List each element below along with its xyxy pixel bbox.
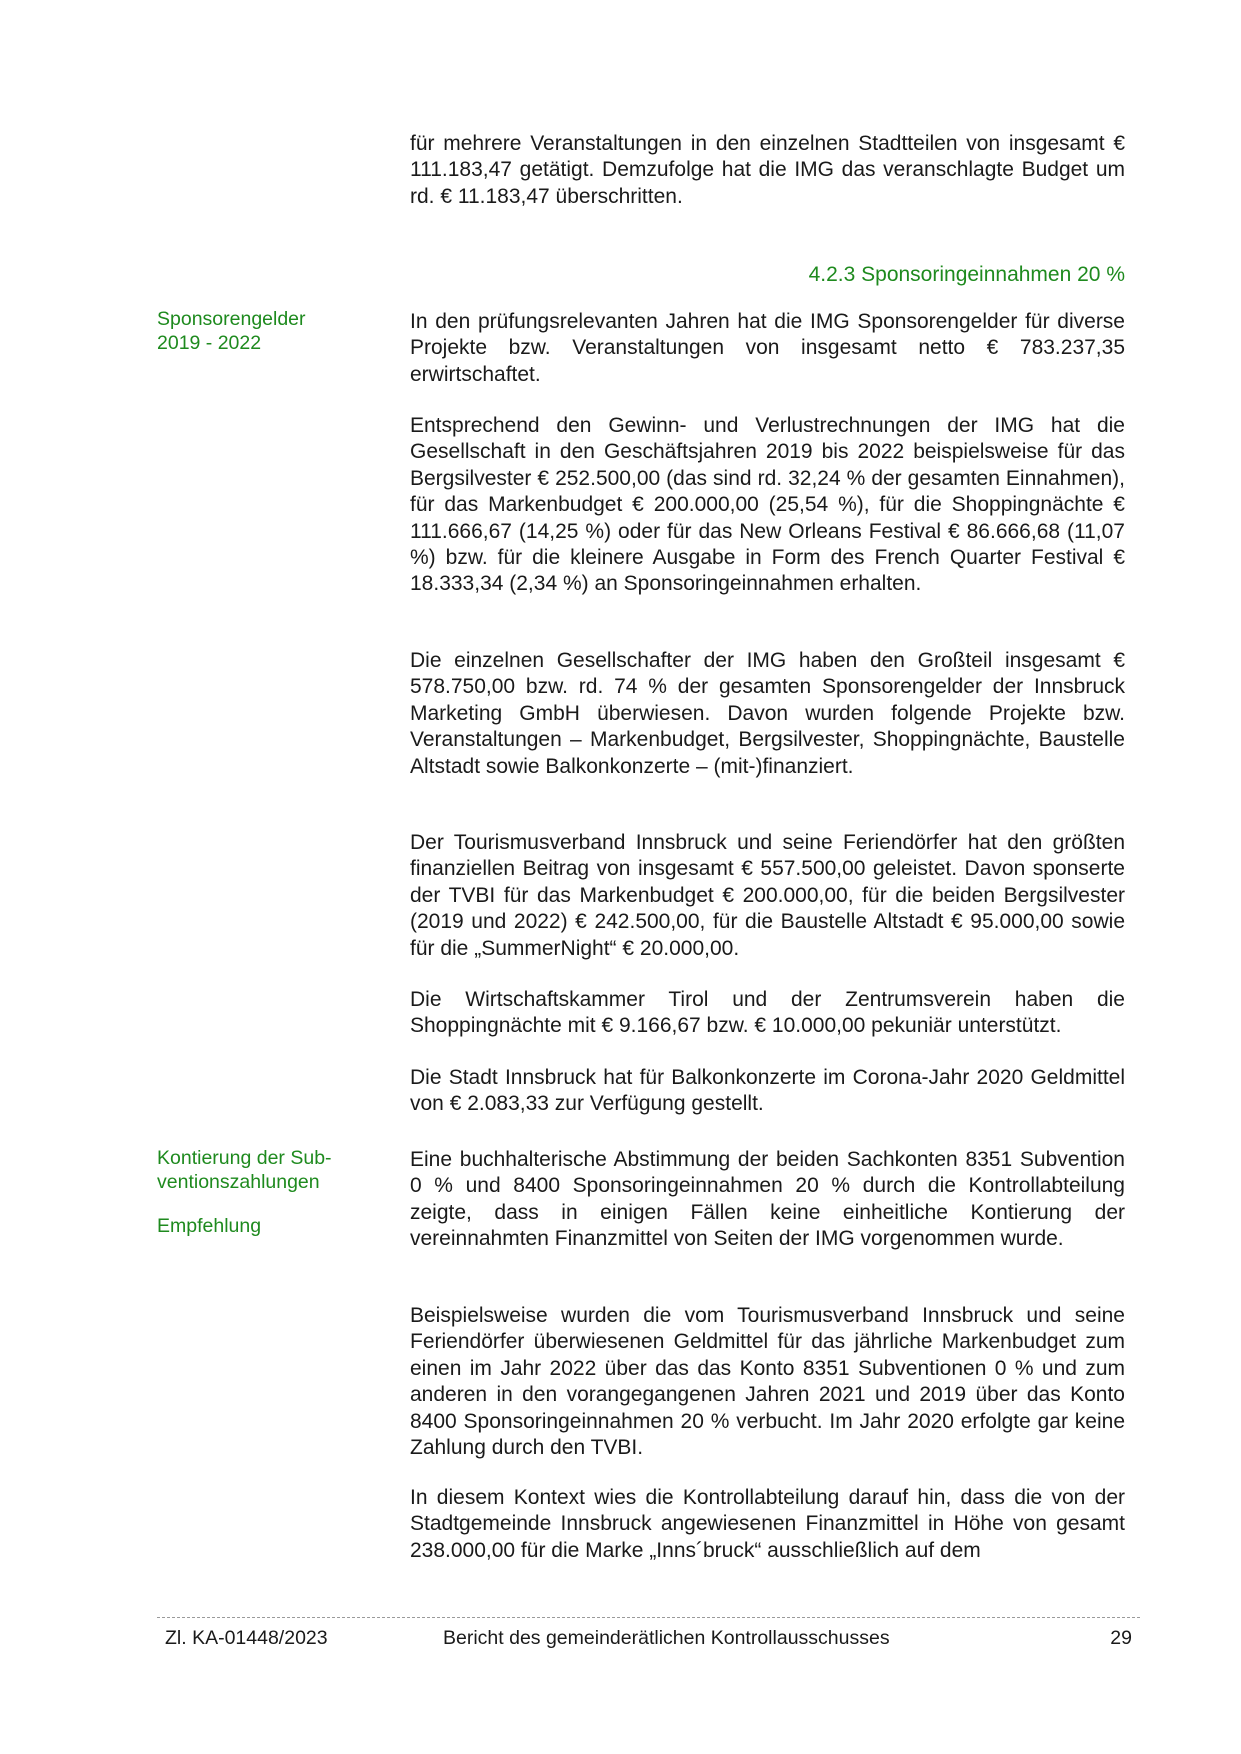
paragraph-stadt-innsbruck: Die Stadt Innsbruck hat für Balkonkonzerte im Corona-Jahr 2020 Geldmittel von € 2.083,33 zur Verfügung gestellt. [410, 1066, 1125, 1116]
section-heading: 4.2.3 Sponsoringeinnahmen 20 % [808, 263, 1125, 286]
footer-page-number: 29 [1110, 1627, 1132, 1649]
paragraph-gesellschafter: Die einzelnen Gesellschafter der IMG haben den Großteil insgesamt € 578.750,00 bzw. rd. 74 % der gesamten Sponsorengelder der Innsbruck Marketing GmbH überwiesen. Davon wurden folgende Projekte bzw. Veranstaltungen – Markenbudget, Bergsilvester, Shoppingnächte, Baustelle Altstadt sowie Balkonkonzerte – (mit-)finanziert. [410, 649, 1125, 778]
paragraph-kontext: In diesem Kontext wies die Kontrollabteilung darauf hin, dass die von der Stadtgemeinde Innsbruck angewiesenen Finanzmittel in Höhe von gesamt 238.000,00 für die Marke „Inns´bruck“ ausschließlich auf dem [410, 1486, 1125, 1562]
paragraph-buchhalterische-abstimmung: Eine buchhalterische Abstimmung der beiden Sachkonten 8351 Subvention 0 % und 8400 Sponsoringeinnahmen 20 % durch die Kontrollabteilung zeigte, dass in einigen Fällen keine einheitliche Kontierung der vereinnahmten Finanzmittel von Seiten der IMG vorgenommen wurde. [410, 1148, 1125, 1251]
paragraph-tourismusverband: Der Tourismusverband Innsbruck und seine Feriendörfer hat den größten finanziellen Beitrag von insgesamt € 557.500,00 geleistet. Davon sponserte der TVBI für das Markenbudget € 200.000,00, für die beiden Bergsilvester (2019 und 2022) € 242.500,00, für die Baustelle Altstadt € 95.000,00 sowie für die „SummerNight“ € 20.000,00. [410, 831, 1125, 960]
margin-note-sponsorengelder: Sponsorengelder 2019 - 2022 [157, 308, 306, 354]
footer-report-title: Bericht des gemeinderätlichen Kontrollausschusses [443, 1627, 890, 1649]
paragraph-gewinn-verlust: Entsprechend den Gewinn- und Verlustrechnungen der IMG hat die Gesellschaft in den Geschäftsjahren 2019 bis 2022 beispielsweise für das Bergsilvester € 252.500,00 (das sind rd. 32,24 % der gesamten Einnahmen), für das Markenbudget € 200.000,00 (25,54 %), für die Shoppingnächte € 111.666,67 (14,25 %) oder für das New Orleans Festival € 86.666,68 (11,07 %) bzw. für die kleinere Ausgabe in Form des French Quarter Festival € 18.333,34 (2,34 %) an Sponsoringeinnahmen erhalten. [410, 414, 1125, 596]
paragraph-beispielsweise: Beispielsweise wurden die vom Tourismusverband Innsbruck und seine Feriendörfer überwiesenen Geldmittel für das jährliche Markenbudget zum einen im Jahr 2022 über das das Konto 8351 Subventionen 0 % und zum anderen in den vorangegangenen Jahren 2021 und 2019 über das Konto 8400 Sponsoringeinnahmen 20 % verbucht. Im Jahr 2020 erfolgte gar keine Zahlung durch den TVBI. [410, 1304, 1125, 1460]
paragraph-budget-overrun: für mehrere Veranstaltungen in den einzelnen Stadtteilen von insgesamt € 111.183,47 getätigt. Demzufolge hat die IMG das veranschlagte Budget um rd. € 11.183,47 überschritten. [410, 132, 1125, 208]
paragraph-wirtschaftskammer: Die Wirtschaftskammer Tirol und der Zentrumsverein haben die Shoppingnächte mit € 9.166,67 bzw. € 10.000,00 pekuniär unterstützt. [410, 988, 1125, 1038]
margin-note-empfehlung: Empfehlung [157, 1215, 262, 1237]
footer-reference: Zl. KA-01448/2023 [165, 1627, 328, 1649]
paragraph-sponsorengelder-total: In den prüfungsrelevanten Jahren hat die IMG Sponsorengelder für diverse Projekte bzw. Veranstaltungen von insgesamt netto € 783.237,35 erwirtschaftet. [410, 310, 1125, 386]
footer-divider [157, 1617, 1140, 1618]
margin-note-kontierung: Kontierung der Sub- ventionszahlungen [157, 1147, 332, 1193]
